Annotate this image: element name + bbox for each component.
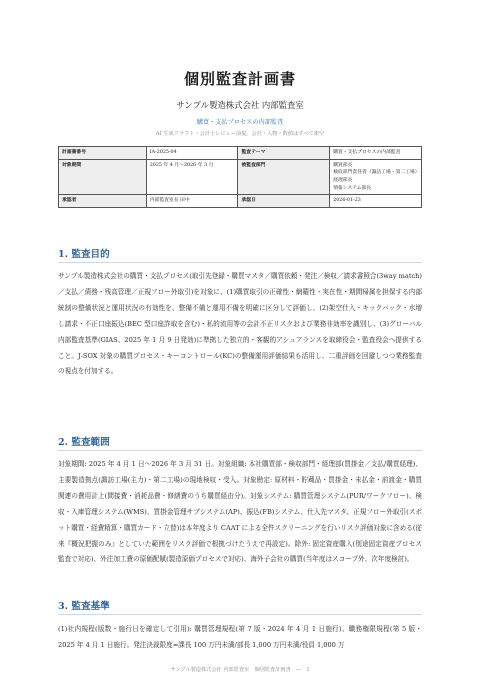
table-row (59, 159, 422, 195)
section-heading-criteria: 3. 監査基準 (58, 601, 110, 612)
table-row (59, 195, 422, 208)
table-row (59, 147, 422, 160)
auditee-line: 購買部長 (333, 162, 353, 168)
section-body-purpose: サンプル製造株式会社の購買・支払プロセス(取引先登録・購買マスタ／購買依頼・発注／検収／請求書照合(3way match)／支払／債務・残高管理／正規フロー外取引)を対象に、(1)購買取引の正確性・網羅性・実在性・期間帰属を担保する内部統制の整備状況と運用状況の有効性を、整備不備と運用不備を明確に区分して評価し、(2)架空仕入・キックバック・水増し請求・不正口座振込(BEC 型口座詐取を含む)・私的流用等の会計不正リスクおよび業務非効率を識別し、(3)グローバル内部監査基準(GIAS、2025 年 1 月 9 日発効)に準拠した独立的・客観的アシュアランスを取締役会・監査役会へ提供すること。J-SOX 対象の購買プロセス・キーコントロール(KC)の整備運用評価結果も活用し、二重評価を回避しつつ業務監査の視点を付加する。 (58, 272, 422, 376)
page-title: 個別監査計画書 (183, 70, 296, 88)
section-divider (58, 614, 422, 615)
section-heading-scope: 2. 監査範囲 (58, 437, 110, 448)
meta-value: 2025 年 4 月～2026 年 3 月 (146, 159, 238, 195)
section-divider (58, 262, 422, 263)
meta-key: 監査テーマ (238, 147, 330, 160)
page-footer: サンプル製造株式会社 内部監査室 個別監査計画書 — 1 (170, 667, 310, 673)
meta-key: 承認者 (59, 195, 147, 208)
auditee-line: 情報システム部長 (333, 185, 372, 191)
organization-name: サンプル製造株式会社 内部監査室 (176, 100, 304, 110)
disclaimer-note: AI 生成ドラフト・会計士レビュー前提。会社・人物・数値はすべて架空 (155, 131, 325, 137)
section-body-criteria: (1)社内規程(版数・施行日を確定して引用): 購買管理規程(第 7 版・2024 年 4 月 1 日施行)、職務権限規程(第 5 版・2025 年 4 月 1 日施行。発注決裁限度=課長 100 万円未満/部長 1,000 万円未満/役員 1,000 万 (58, 625, 422, 649)
meta-key: 被監査部門 (238, 159, 330, 195)
meta-key: 承認日 (238, 195, 330, 208)
meta-value: 購買・支払プロセスの内部監査 (330, 147, 422, 160)
meta-value: IA-2025-04 (146, 147, 238, 160)
section-divider (58, 450, 422, 451)
meta-value: 2026-01-23 (330, 195, 422, 208)
meta-table (58, 146, 422, 208)
meta-value (330, 159, 422, 195)
auditee-line: 経理部長 (333, 178, 353, 184)
section-heading-purpose: 1. 監査目的 (58, 249, 110, 260)
scope-subtitle: 購買・支払プロセスの内部監査 (196, 119, 284, 126)
meta-value: 内部監査室長 田中 (146, 195, 238, 208)
section-body-scope: 対象期間: 2025 年 4 月 1 日～2026 年 3 月 31 日。対象組織: 本社購買部・検収部門・経理部(買掛金／支払/購買経理)、主要製造拠点(諏訪工場(主力)・第二工場)の現地検収・受入。対象勘定: 原材料・貯蔵品・買掛金・未払金・前渡金・購買関連の費用計上(間接費・消耗品費・修繕費のうち購買経由分)。対象システム: 購買管理システム(PUR/ワークフロー)、検収・入庫管理システム(WMS)、買掛金管理サブシステム(AP)、振込(FB)システム、仕入先マスタ。正規フロー外取引(スポット購買・経費精算・購買カード・立替)は本年度より CAAT による全件スクリーニングを行いリスク評価対象に含める(従来『概況把握のみ』としていた範囲をリスク評価で根拠づけたうえで再設定)。除外: 固定資産購入(別途固定資産プロセス監査で対応)、外注加工費の原価配賦(製造原価プロセスで対応)、海外子会社の購買(当年度はスコープ外、次年度検討)。 (58, 460, 422, 564)
auditee-line: 検収部門責任者（諏訪工場・第二工場） (333, 170, 420, 176)
meta-key: 計画書番号 (59, 147, 147, 160)
meta-key: 対象期間 (59, 159, 147, 195)
